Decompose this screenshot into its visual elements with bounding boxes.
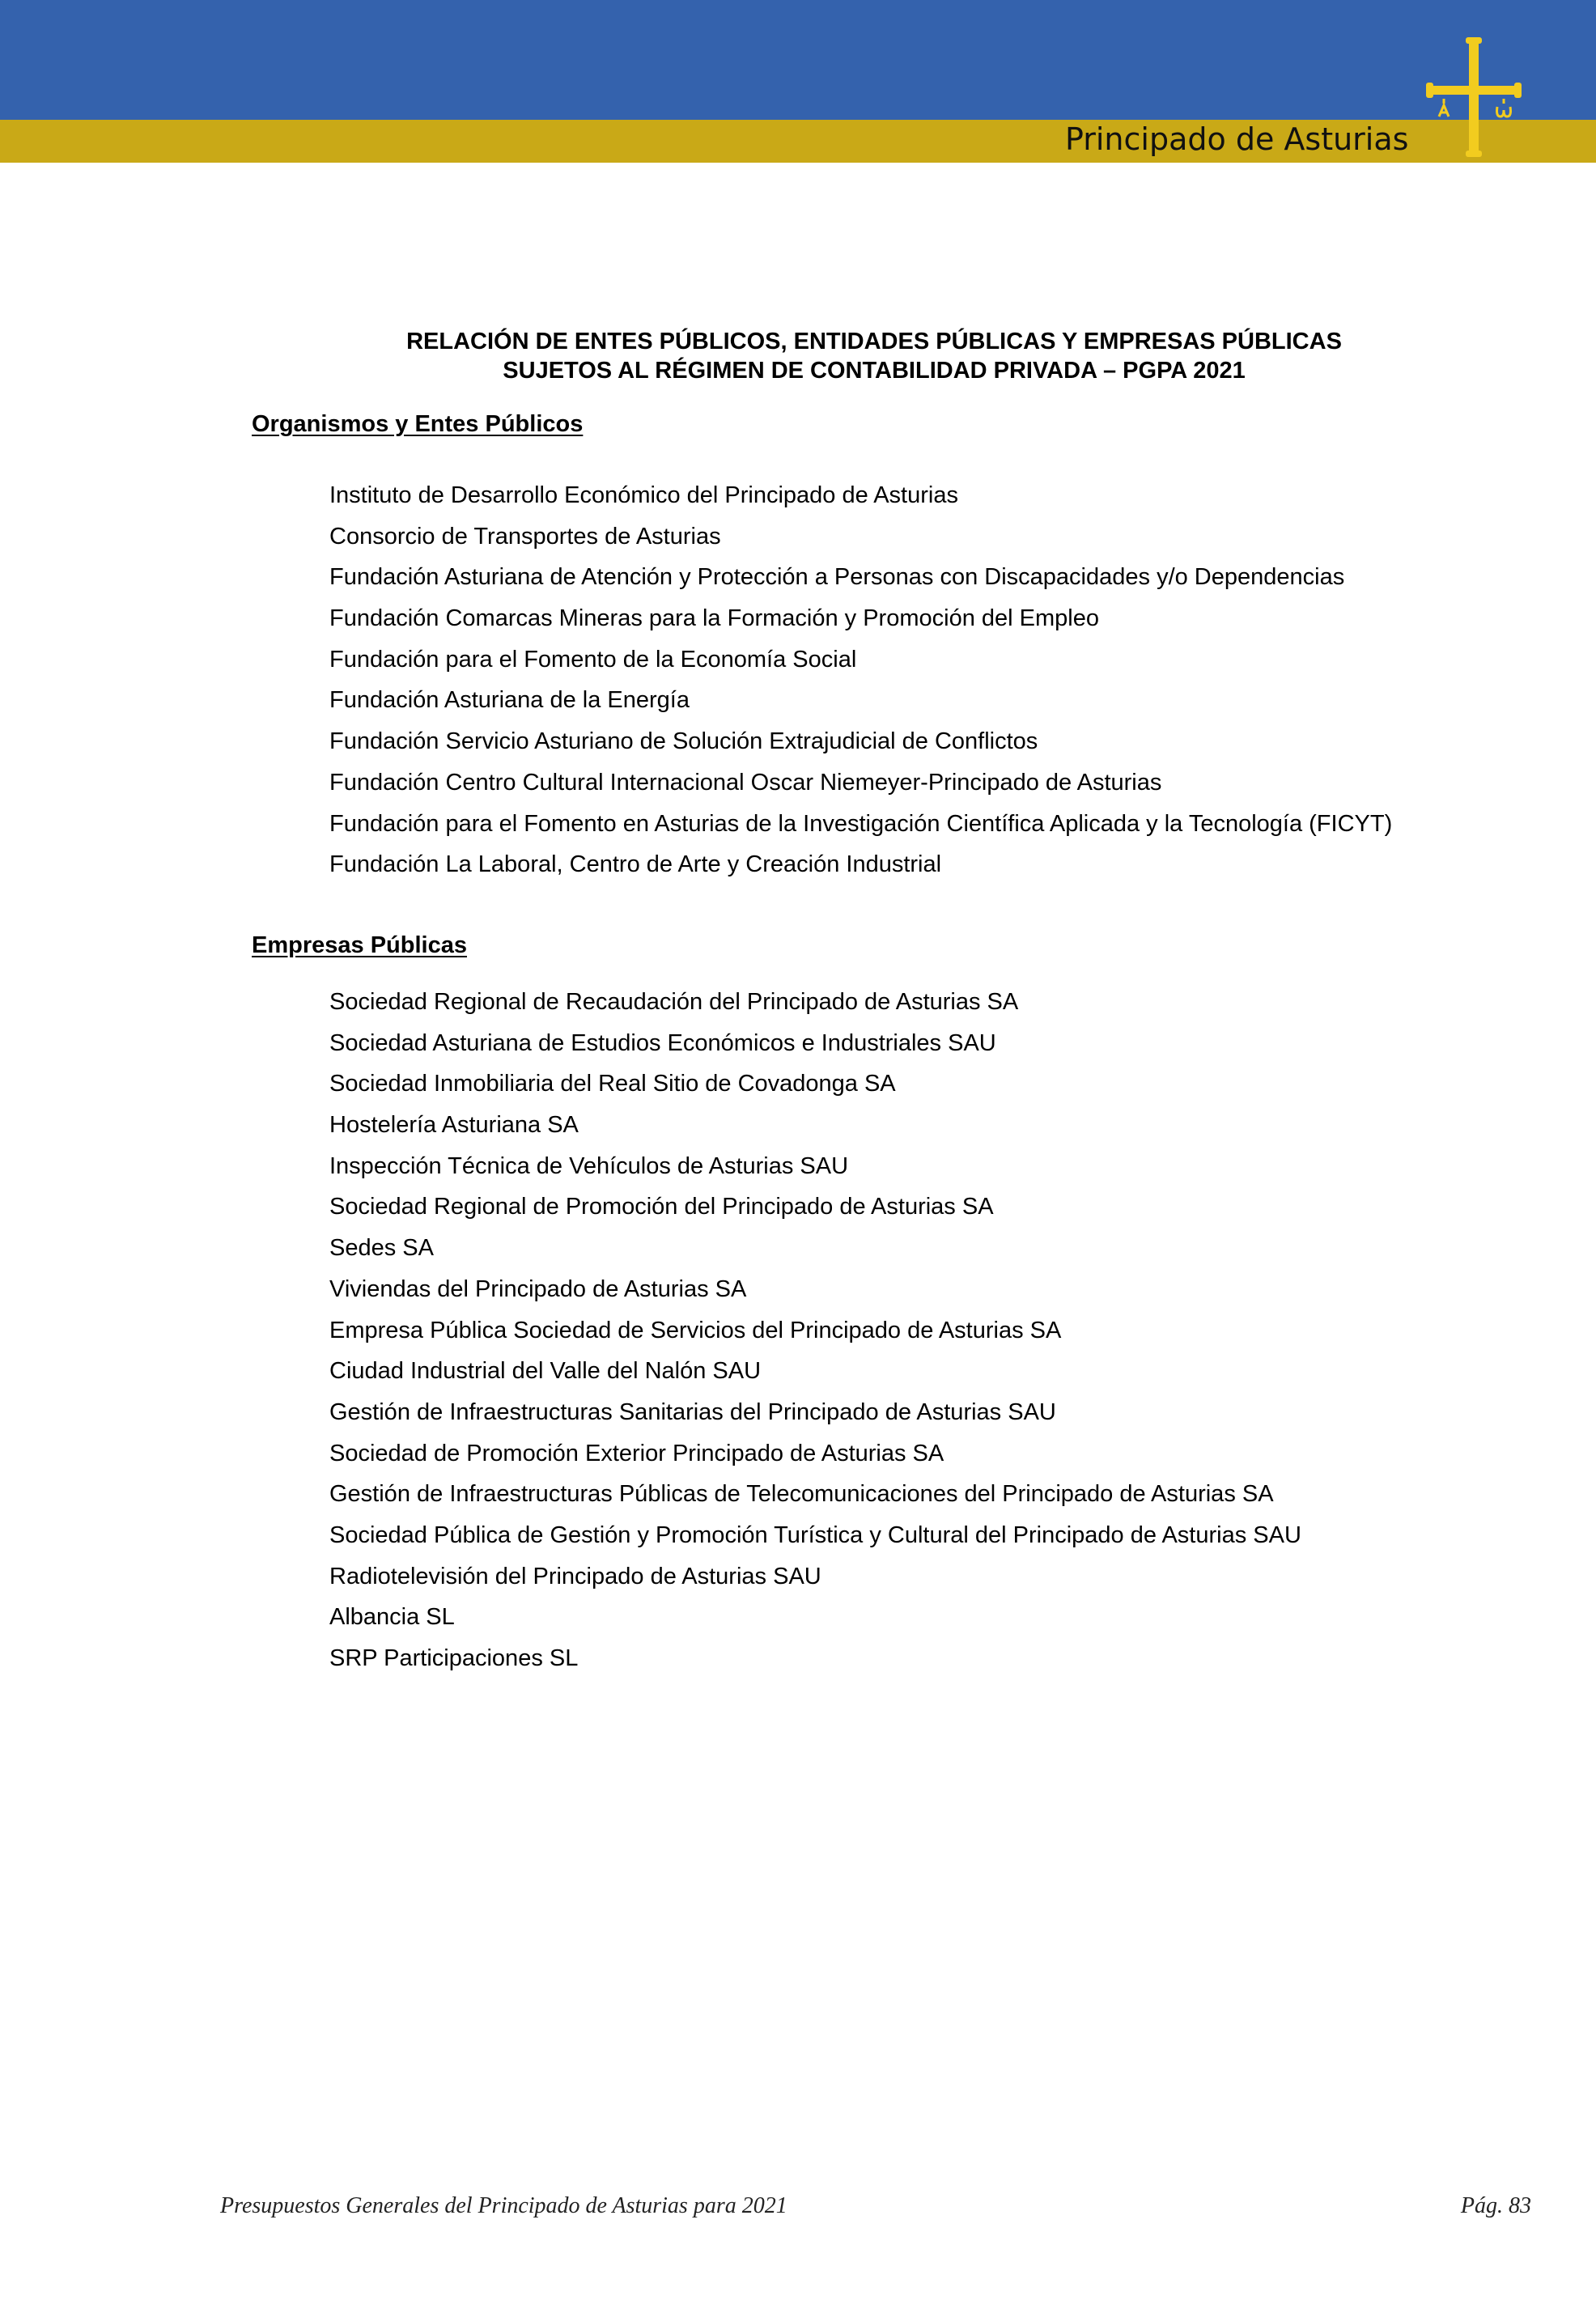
footer-document-name: Presupuestos Generales del Principado de Asturias para 2021 xyxy=(220,2193,787,2218)
list-item: Viviendas del Principado de Asturias SA xyxy=(329,1275,747,1302)
list-item: Sedes SA xyxy=(329,1235,434,1262)
document-title xyxy=(243,327,1505,385)
entity-list-organismos xyxy=(329,475,1392,885)
list-item: Hostelería Asturiana SA xyxy=(329,1112,579,1139)
list-item: Albancia SL xyxy=(329,1604,455,1631)
list-item: Ciudad Industrial del Valle del Nalón SAU xyxy=(329,1358,762,1385)
document-title-line1: RELACIÓN DE ENTES PÚBLICOS, ENTIDADES PÚBLICAS Y EMPRESAS PÚBLICAS xyxy=(406,329,1342,354)
header-band-blue xyxy=(0,0,1596,120)
list-item: Inspección Técnica de Vehículos de Asturias SAU xyxy=(329,1152,849,1179)
list-item: Sociedad Inmobiliaria del Real Sitio de Covadonga SA xyxy=(329,1071,896,1097)
list-item: Consorcio de Transportes de Asturias xyxy=(329,523,721,550)
list-item: Sociedad Regional de Promoción del Principado de Asturias SA xyxy=(329,1194,994,1220)
entity-list-empresas xyxy=(329,982,1301,1679)
header-title: Principado de Asturias xyxy=(1065,121,1409,157)
list-item: Sociedad Regional de Recaudación del Principado de Asturias SA xyxy=(329,989,1019,1015)
list-item: Fundación La Laboral, Centro de Arte y Creación Industrial xyxy=(329,851,942,878)
section-heading-organismos: Organismos y Entes Públicos xyxy=(252,411,584,437)
document-title-line2: SUJETOS AL RÉGIMEN DE CONTABILIDAD PRIVADA – PGPA 2021 xyxy=(503,358,1246,384)
list-item: Fundación para el Fomento en Asturias de la Investigación Científica Aplicada y la Tecnología (FICYT) xyxy=(329,810,1393,837)
list-item: Sociedad Pública de Gestión y Promoción Turística y Cultural del Principado de Asturias SAU xyxy=(329,1521,1301,1548)
section-heading-empresas: Empresas Públicas xyxy=(252,932,467,958)
list-item: Empresa Pública Sociedad de Servicios del Principado de Asturias SA xyxy=(329,1317,1062,1343)
list-item: Fundación Comarcas Mineras para la Formación y Promoción del Empleo xyxy=(329,605,1099,632)
cruz-de-la-victoria-icon xyxy=(1426,36,1522,159)
list-item: Fundación Asturiana de la Energía xyxy=(329,687,690,714)
list-item: Radiotelevisión del Principado de Asturias SAU xyxy=(329,1563,821,1589)
list-item: Fundación Asturiana de Atención y Protección a Personas con Discapacidades y/o Dependencias xyxy=(329,564,1345,591)
list-item: Sociedad de Promoción Exterior Principado de Asturias SA xyxy=(329,1440,944,1466)
footer-page-number: Pág. 83 xyxy=(1460,2193,1531,2218)
list-item: Gestión de Infraestructuras Públicas de Telecomunicaciones del Principado de Asturias SA xyxy=(329,1481,1274,1508)
list-item: Fundación Servicio Asturiano de Solución Extrajudicial de Conflictos xyxy=(329,728,1038,755)
list-item: SRP Participaciones SL xyxy=(329,1645,579,1671)
list-item: Fundación para el Fomento de la Economía Social xyxy=(329,646,857,673)
list-item: Instituto de Desarrollo Económico del Principado de Asturias xyxy=(329,482,958,508)
list-item: Gestión de Infraestructuras Sanitarias del Principado de Asturias SAU xyxy=(329,1398,1056,1425)
list-item: Fundación Centro Cultural Internacional Oscar Niemeyer-Principado de Asturias xyxy=(329,769,1162,796)
list-item: Sociedad Asturiana de Estudios Económicos e Industriales SAU xyxy=(329,1029,996,1056)
